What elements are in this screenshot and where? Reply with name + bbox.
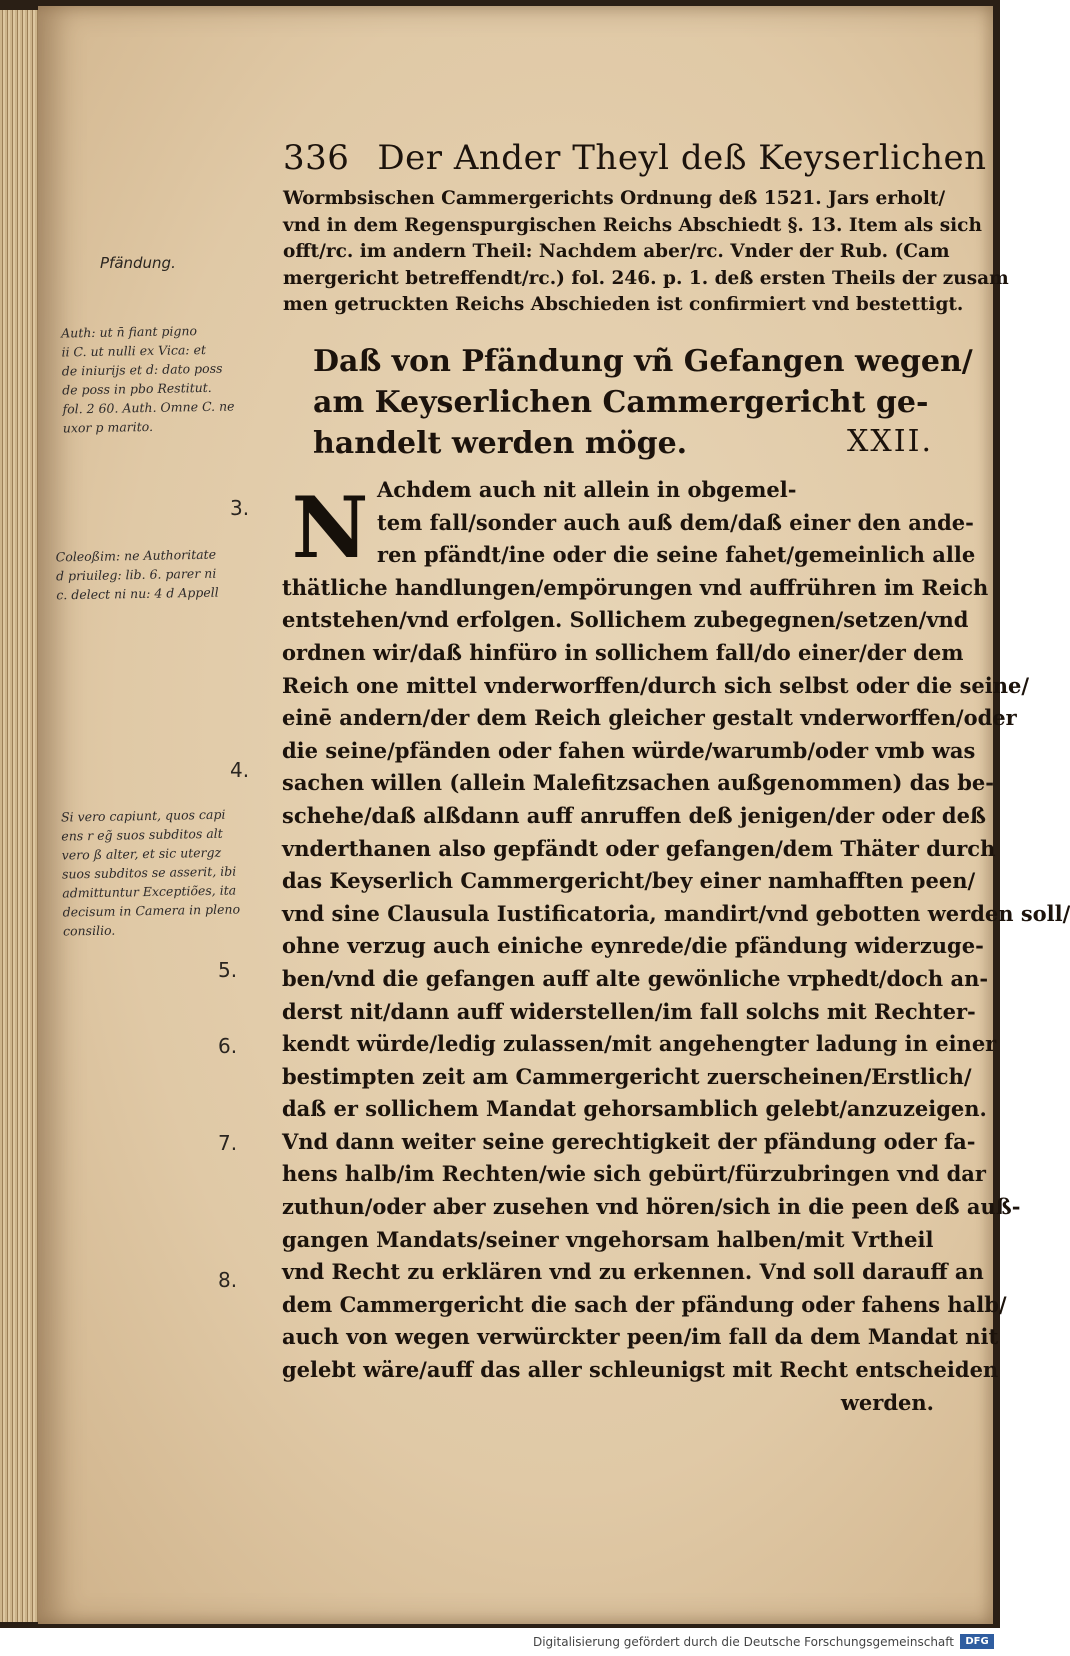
manuscript-line: uxor p marito. [62,418,154,436]
dfg-logo: DFG [960,1634,994,1649]
body-line: bestimpten zeit am Cammergericht zuerscheinen/Erstlich/ [282,1063,972,1089]
body-line: ren pfändt/ine oder die seine fahet/gemeinlich alle [377,542,976,568]
manuscript-line: de iniurijs et d: dato poss [61,360,223,379]
body-line: vnd sine Clausula Iustificatoria, mandirt/vnd gebotten werden soll/ [282,900,1070,926]
manuscript-line: c. delect ni nu: 4 d Appell [56,584,219,603]
margin-number: 3. [230,496,250,520]
body-line: tem fall/sonder auch auß dem/daß einer den ande- [377,509,974,535]
body-line: werden. [840,1389,934,1415]
manuscript-line: ens r eg̃ suos subditos alt [61,825,223,844]
margin-number: 8. [218,1268,238,1292]
margin-keyword: Pfändung. [100,254,176,272]
body-line: gelebt wäre/auff das aller schleunigst mit Recht entscheiden [282,1357,999,1383]
manuscript-line: consilio. [62,922,116,939]
page-edges [0,10,40,1622]
intro-paragraph [283,186,1009,319]
body-line: die seine/pfänden oder fahen würde/warumb/oder vmb was [282,737,976,763]
intro-line: Wormbsischen Cammergerichts Ordnung deß 1521. Jars erholt/ [283,188,946,209]
manuscript-note [56,545,219,605]
body-line: entstehen/vnd erfolgen. Sollichem zubegegnen/setzen/vnd [282,607,969,633]
manuscript-line: de poss in pbo Restitut. [62,379,212,398]
intro-line: mergericht betreffendt/rc.) fol. 246. p. 1. deß ersten Theils der zusam [283,267,1009,289]
running-title: Der Ander Theyl deß Keyserlichen [377,138,987,178]
body-line: ben/vnd die gefangen auff alte gewönliche vrphedt/doch an- [282,965,989,991]
section-title [313,341,973,464]
body-line: auch von wegen verwürckter peen/im fall da dem Mandat nit [282,1324,999,1350]
page-number: 336 [283,138,350,178]
section-number: XXII. [847,424,933,459]
manuscript-line: d priuileg: lib. 6. parer ni [55,565,217,584]
body-line: thätliche handlungen/empörungen vnd auffrühren im Reich [282,574,989,600]
manuscript-line: Si vero capiunt, quos capi [60,806,226,825]
title-line: handelt werden möge. [313,426,688,461]
margin-number: 4. [230,758,250,782]
body-line: daß er sollichem Mandat gehorsamblich gelebt/anzuzeigen. [282,1096,987,1122]
manuscript-line: Coleoßim: ne Authoritate [55,546,217,565]
intro-line: offt/rc. im andern Theil: Nachdem aber/rc. Vnder der Rub. (Cam [283,241,950,262]
body-line: gangen Mandats/seiner vngehorsam halben/mit Vrtheil [282,1226,934,1252]
body-line: derst nit/dann auff widerstellen/im fall solchs mit Rechter- [282,998,976,1024]
footer-bar [0,1628,1000,1656]
title-line: Daß von Pfändung vñ Gefangen wegen/ [313,344,973,379]
body-line: Achdem auch nit allein in obgemel- [377,477,797,502]
funding-credit: Digitalisierung gefördert durch die Deutsche Forschungsgemeinschaft [532,1635,954,1649]
manuscript-note [61,804,241,940]
body-line: vnd Recht zu erklären vnd zu erkennen. Vnd soll darauff an [282,1259,984,1285]
body-line: kendt würde/ledig zulassen/mit angehengter ladung in einer [282,1031,997,1057]
manuscript-note [61,321,235,438]
manuscript-line: suos subditos se asserit, ibi [61,863,237,882]
manuscript-line: vero ß alter, et sic utergz [61,844,222,863]
body-line: schehe/daß alßdann auff anruffen deß jenigen/der oder deß [282,802,986,828]
manuscript-line: ii C. ut nulli ex Vica: et [61,341,207,360]
body-paragraph [282,474,1070,1419]
title-line: am Keyserlichen Cammergericht ge- [313,385,929,420]
body-line: das Keyserlich Cammergericht/bey einer namhafften peen/ [282,868,976,894]
body-line: ohne verzug auch einiche eynrede/die pfändung widerzuge- [282,933,984,959]
drop-cap: N [291,478,369,577]
book-page [38,6,1070,1624]
margin-number: 5. [218,958,238,982]
body-line: zuthun/oder aber zusehen vnd hören/sich in die peen deß auß- [282,1194,1021,1220]
body-line: Reich one mittel vnderworffen/durch sich selbst oder die seine/ [282,672,1030,698]
body-line: einē andern/der dem Reich gleicher gestalt vnderworffen/oder [282,705,1017,731]
margin-number: 7. [218,1131,238,1155]
margin-number: 6. [218,1034,238,1058]
body-line: vnderthanen also gepfändt oder gefangen/dem Thäter durch [282,835,996,861]
body-line: ordnen wir/daß hinfüro in sollichem fall/do einer/der dem [282,639,964,665]
manuscript-line: Auth: ut n̄ fiant pigno [61,323,198,341]
intro-line: men getruckten Reichs Abschieden ist confirmiert vnd bestettigt. [283,294,964,315]
body-line: hens halb/im Rechten/wie sich gebürt/fürzubringen vnd dar [282,1161,986,1187]
manuscript-line: decisum in Camera in pleno [62,901,241,920]
intro-line: vnd in dem Regenspurgischen Reichs Abschiedt §. 13. Item als sich [283,214,982,236]
body-line: sachen willen (allein Malefitzsachen außgenommen) das be- [282,770,994,796]
body-line: dem Cammergericht die sach der pfändung oder fahens halb/ [282,1291,1007,1317]
manuscript-line: fol. 2 60. Auth. Omne C. ne [62,398,235,417]
body-line: Vnd dann weiter seine gerechtigkeit der pfändung oder fa- [282,1128,976,1154]
manuscript-line: admittuntur Exceptiões, ita [62,882,237,901]
running-header [283,138,987,178]
